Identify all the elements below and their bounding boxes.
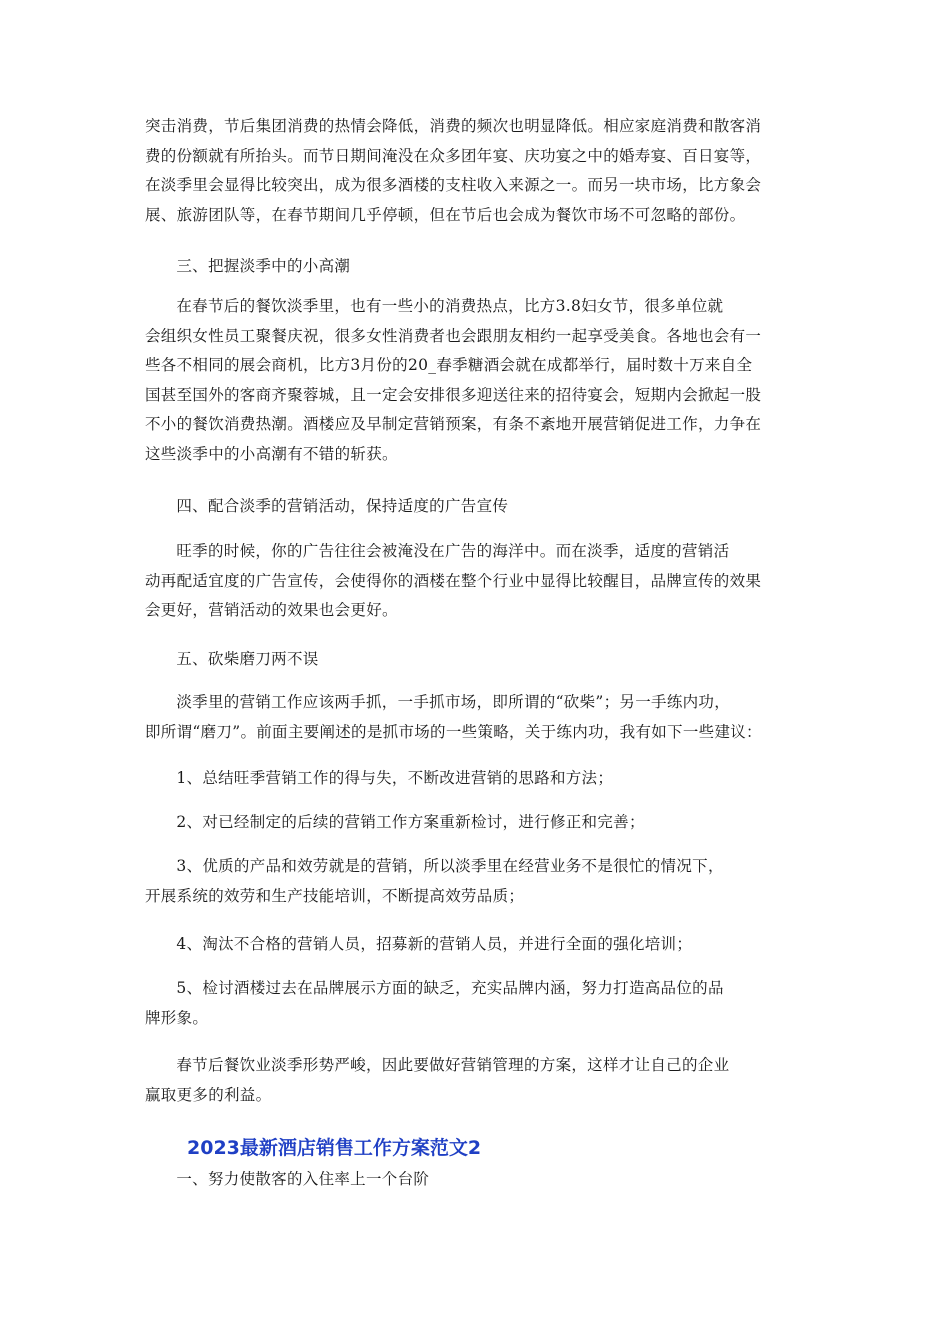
list-item-3: 3、优质的产品和效劳就是的营销，所以淡季里在经营业务不是很忙的情况下， 开展系统的效劳和生产技能培训，不断提高效劳品质； [145, 857, 724, 905]
list-item-5: 5、检讨酒楼过去在品牌展示方面的缺乏，充实品牌内涵，努力打造高品位的品 牌形象。 [145, 979, 724, 1027]
paragraph-section-three: 在春节后的餐饮淡季里，也有一些小的消费热点，比方3.8妇女节，很多单位就 会组织女性员工聚餐庆祝，很多女性消费者也会跟朋友相约一起享受美食。各地也会有一 些各不相同的展会商机，比方3月份的20_春季糖酒会就在成都举行，届时数十万来自全 国甚至国外的客商齐聚蓉城，且一定会安排很多迎送往来的招待宴会，短期内会掀起一股 不小的餐饮消费热潮。酒楼应及早制定营销预案，有条不紊地开展营销促进工作，力争在 这些淡季中的小高潮有不错的斩获。 [145, 297, 762, 463]
list-item-1: 1、总结旺季营销工作的得与失，不断改进营销的思路和方法； [145, 769, 614, 787]
list-item-2: 2、对已经制定的后续的营销工作方案重新检讨，进行修正和完善； [145, 813, 645, 831]
section-heading-five: 五、砍柴磨刀两不误 [145, 650, 319, 668]
section-heading-four: 四、配合淡季的营销活动，保持适度的广告宣传 [145, 497, 509, 515]
list-item-4: 4、淘汰不合格的营销人员，招募新的营销人员，并进行全面的强化培训； [145, 935, 693, 953]
paragraph-section-five: 淡季里的营销工作应该两手抓，一手抓市场，即所谓的“砍柴”；另一手练内功， 即所谓“磨刀”。前面主要阐述的是抓市场的一些策略，关于练内功，我有如下一些建议： [145, 693, 762, 741]
subheading-one: 一、努力使散客的入住率上一个台阶 [145, 1170, 430, 1188]
section-heading-three: 三、把握淡季中的小高潮 [145, 257, 351, 275]
paragraph-intro-continuation: 突击消费，节后集团消费的热情会降低，消费的频次也明显降低。相应家庭消费和散客消 费的份额就有所抬头。而节日期间淹没在众多团年宴、庆功宴之中的婚寿宴、百日宴等， 在淡季里会显得比较突出，成为很多酒楼的支柱收入来源之一。而另一块市场，比方象会 展、旅游团队等，在春节期间几乎停顿，但在节后也会成为餐饮市场不可忽略的部份。 [145, 117, 762, 224]
paragraph-conclusion: 春节后餐饮业淡季形势严峻，因此要做好营销管理的方案，这样才让自己的企业 赢取更多的利益。 [145, 1056, 730, 1104]
section-heading-title: 2023最新酒店销售工作方案范文2 [187, 1137, 482, 1159]
paragraph-section-four: 旺季的时候，你的广告往往会被淹没在广告的海洋中。而在淡季，适度的营销活 动再配适宜度的广告宣传，会使得你的酒楼在整个行业中显得比较醒目，品牌宣传的效果 会更好，营销活动的效果也会更好。 [145, 542, 762, 619]
